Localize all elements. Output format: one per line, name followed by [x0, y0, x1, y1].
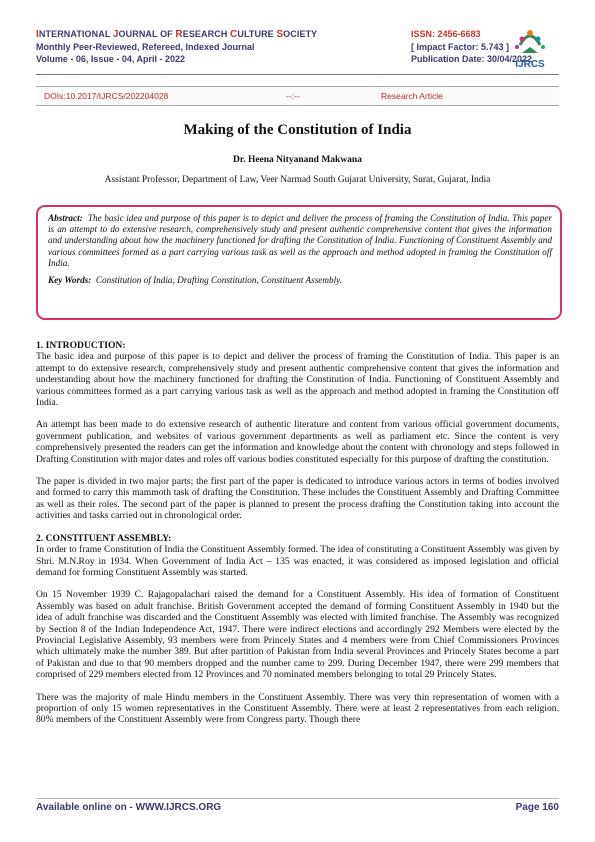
abstract-paragraph: [48, 213, 552, 269]
body-paragraph: On 15 November 1939 C. Rajagopalachari raised the demand for a Constituent Assembly. His idea of formation of Constituent Assembly was based on adult franchise. British Government accepted the demand of forming Constituent Assembly in 1940 but the idea of adult franchise was discarded and the Constituent Assembly was elected with limited franchise. The Assembly was recognized by Section 8 of the Indian Independence Act, 1947. There were indirect elections and accordingly 292 Members were elected by the Provincial Legislative Assembly, 93 members were from Princely States and 4 members were from Chief Commissioners Provinces which ultimately make the number 389. But after partition of Pakistan from India several Provinces and Princely States become a part of Pakistan and due to that 90 members dropped and the number came to 299. During December 1947, there were 299 members that comprised of 229 members elected from 12 Provinces and 70 nominated members belonging to total 29 Princely States.: [36, 589, 559, 681]
logo-text: IJRCS: [515, 59, 545, 70]
body-paragraph: In order to frame Constitution of India the Constituent Assembly formed. The idea of constituting a Constituent Assembly was given by Shri. M.N.Roy in 1934. When Government of India Act – 135 was enacted, it was considered as imposed legislation and official demand for forming Constituent Assembly was started.: [36, 544, 559, 578]
keywords-text: Constitution of India, Drafting Constitution, Constituent Assembly.: [95, 275, 343, 286]
keywords-label: Key Words:: [48, 275, 92, 286]
body-paragraph: There was the majority of male Hindu members in the Constituent Assembly. There was very thin representation of women with a proportion of only 15 women representatives in the Constituent Assembly. There were at least 2 representatives from each religion. 80% members of the Constituent Assembly were from Congress party. Though there: [36, 691, 559, 726]
journal-header: [36, 28, 561, 65]
doi-link[interactable]: DOIs:10.2017/IJRCS/202204028: [44, 91, 169, 101]
journal-title: INTERNATIONAL JOURNAL OF RESEARCH CULTURE SOCIETY: [36, 29, 318, 40]
website-link[interactable]: Available online on - WWW.IJRCS.ORG: [36, 802, 222, 813]
keywords-paragraph: [48, 275, 552, 286]
author-affiliation: Assistant Professor, Department of Law, Veer Narmad South Gujarat University, Surat, Gujarat, India: [104, 175, 491, 185]
paper-body: [36, 340, 559, 737]
author-name: Dr. Heena Nityanand Makwana: [233, 155, 362, 165]
body-paragraph: The basic idea and purpose of this paper is to depict and deliver the process of framing the Constitution of India. This paper is an attempt to do extensive research, comprehensively study and present authentic comprehensive content that gives the information and understanding about how the machinery functioned for drafting the Constitution of India. Functioning of Constituent Assembly and various committees formed as a part carrying various task as well as the approach and method adopted in framing the Constitution off India.: [36, 351, 559, 409]
doi-separator: --:--: [286, 91, 300, 101]
volume-info: Volume - 06, Issue - 04, April - 2022: [36, 54, 186, 64]
publication-date: Publication Date: 30/04/2022: [411, 54, 533, 64]
doi-bar: [36, 86, 559, 106]
journal-subtitle: Monthly Peer-Reviewed, Refereed, Indexed Journal: [36, 42, 255, 52]
body-paragraph: The paper is divided in two major parts; the first part of the paper is dedicated to introduce various actors in terms of bodies involved and formed to carry this mammoth task of drafting the Constitution. These includes the Constituent Assembly and Drafting Committee as well as their roles. The second part of the paper is planned to present the process drafting the Constitution taking into account the activities and tasks carried out in chronological order.: [36, 476, 559, 522]
page-number: Page 160: [515, 802, 559, 813]
abstract-box: [36, 205, 562, 320]
footer-divider: [36, 798, 559, 799]
body-paragraph: An attempt has been made to do extensive research of authentic literature and content from various official government documents, government publication, and websites of various government departments as well as parliament etc. Since the content is very comprehensively presented the readers can get the information and knowledge about the content with chronology and steps followed in Drafting Constitution with major dates and roles off various bodies constituted especially for this purpose of drafting the constitution.: [36, 419, 559, 465]
impact-factor: [ Impact Factor: 5.743 ]: [411, 42, 510, 52]
article-type: Research Article: [381, 91, 443, 101]
paper-title: Making of the Constitution of India: [183, 122, 412, 138]
abstract-label: Abstract:: [48, 213, 83, 223]
section-heading-introduction: 1. INTRODUCTION:: [36, 340, 126, 351]
section-heading-constituent-assembly: 2. CONSTITUENT ASSEMBLY:: [36, 532, 172, 544]
abstract-text: The basic idea and purpose of this paper is to depict and deliver the process of framing the Constitution of India. This paper is an attempt to do extensive research, comprehensively study and present authentic comprehensive content that gives the information and understanding about how the machinery functioned for drafting the Constitution of India. Functioning of Constituent Assembly and various committees formed as a part carrying various task as well as the approach and method adopted in framing the Constitution off India.: [48, 213, 553, 268]
issn: ISSN: 2456-6683: [411, 29, 481, 39]
page-footer: [36, 802, 559, 813]
header-divider: [36, 74, 559, 75]
journal-logo: [504, 25, 556, 73]
